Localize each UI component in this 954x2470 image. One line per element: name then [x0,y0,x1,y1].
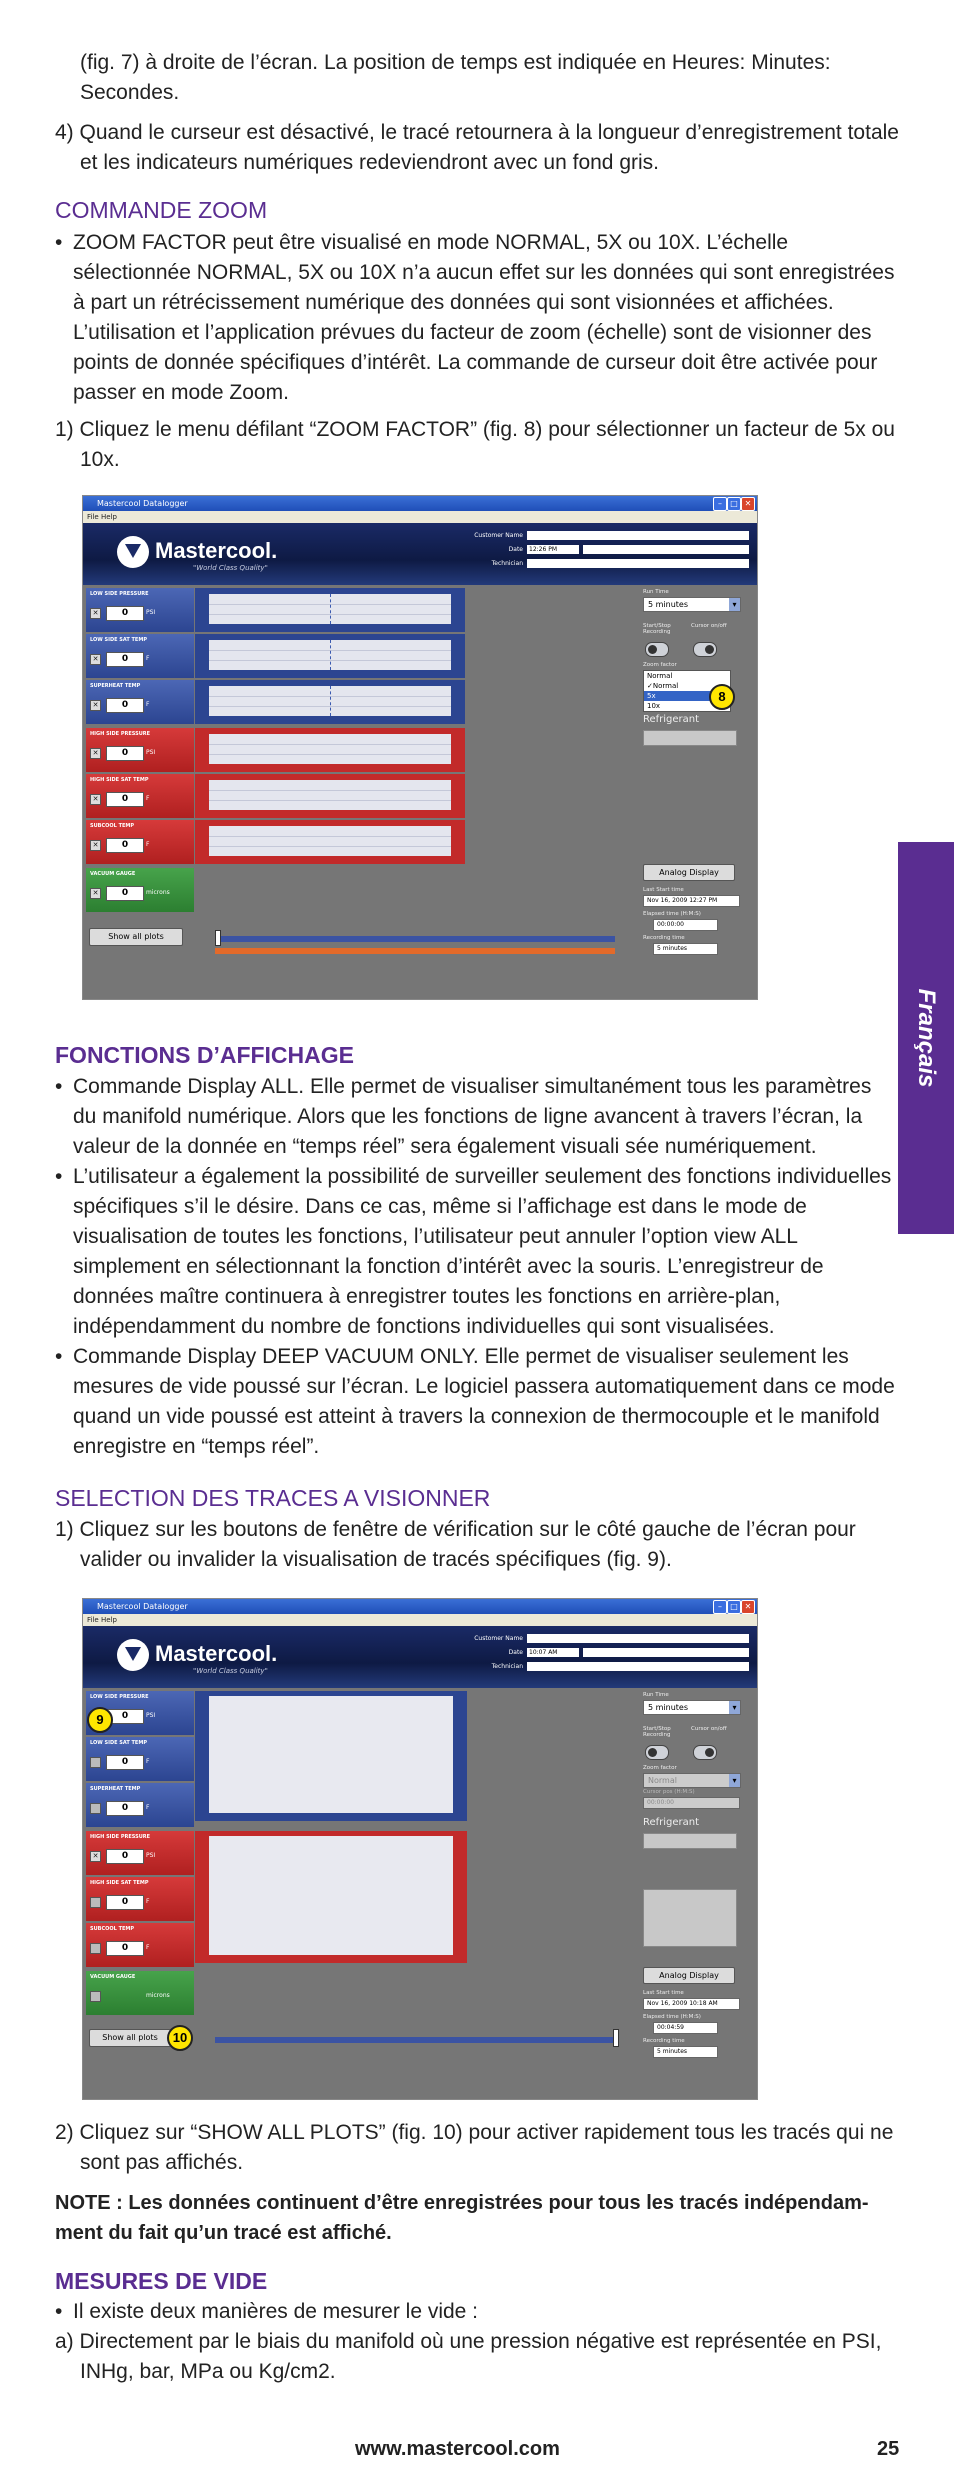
step-4: 4) Quand le curseur est désactivé, le tracé retournera à la longueur d’enregistrement totale et les indicateurs numériques redeviendront avec un fond gris. [55,121,899,174]
zoom-factor-label: Zoom factor [643,662,677,668]
note: NOTE : Les données continuent d’être enregistrées pour tous les tracés indépendam-ment du fait qu’un tracé est affiché. [55,2192,869,2244]
recording-time-value: 5 minutes [653,943,718,955]
affichage-bullet-2: • L’utilisateur a également la possibilité de surveiller seulement des fonctions individuelles spécifiques s’il le désire. Dans ce cas, même si l’affichage est dans le mode de visualisation de toutes les fonctions, l’utilisateur peut annuler l’option view ALL simplement en sélectionnant la fonction d’intérêt avec la souris. L’enregistreur de données maître continuera à enregistrer toutes les fonctions en arrière-plan, indépendamment du nombre de fonctions individuelles qui sont visualisées. [55,1162,895,1342]
close-icon[interactable]: ✕ [741,1600,755,1614]
recording-time-value: 5 minutes [653,2046,718,2058]
heading-zoom: COMMANDE ZOOM [55,197,268,223]
sensor-unit: F [146,701,150,708]
sensor-unit: microns [146,889,170,896]
sensor-label: LOW SIDE SAT TEMP [90,1740,147,1746]
customer-name-label: Customer Name [474,1635,523,1642]
sensor-unit: F [146,795,150,802]
heading-affichage: FONCTIONS D’AFFICHAGE [55,1042,354,1068]
heading-vide: MESURES DE VIDE [55,2268,268,2294]
sensor-value: 0 [106,1895,144,1910]
refrigerant-label: Refrigerant [643,714,700,725]
show-all-plots-button[interactable]: Show all plots [89,2029,171,2047]
timeline-cursor-handle[interactable] [613,2029,619,2047]
refrigerant-label: Refrigerant [643,1817,700,1828]
sensor-label: SUPERHEAT TEMP [90,1786,141,1792]
run-time-label: Run Time [643,589,669,595]
mastercool-logo-icon [117,536,149,568]
info-panel [643,1889,737,1947]
affichage-bullets [55,1072,895,1462]
plot-checkbox[interactable]: ✕ [90,748,101,759]
elapsed-label: Elapsed time (H:M:S) [643,911,701,917]
technician-label: Technician [491,1663,523,1670]
elapsed-label: Elapsed time (H:M:S) [643,2014,701,2020]
start-stop-toggle[interactable] [645,1745,669,1760]
close-icon[interactable]: ✕ [741,497,755,511]
cursor-position-value: 00:00:00 [643,1797,740,1809]
language-tab-label: Français [913,988,940,1088]
date-field[interactable]: 12:26 PM [527,545,579,554]
start-stop-label: Start/Stop Recording [643,623,671,635]
plot-checkbox[interactable]: ✕ [90,654,101,665]
customer-name-field[interactable] [527,531,749,540]
cursor-label: Cursor on/off [691,623,727,629]
sensor-unit: F [146,655,150,662]
plot-panel-blue [195,1691,467,1821]
footer-url: www.mastercool.com [355,2438,560,2460]
run-time-label: Run Time [643,1692,669,1698]
sensor-unit: F [146,1944,150,1951]
timeline-cursor-handle[interactable] [215,930,221,946]
plot-checkbox[interactable]: ✕ [90,700,101,711]
date-label: Date [508,546,523,553]
fig8-banner [83,523,757,585]
fig9-logo: Mastercool. [155,1641,278,1666]
show-all-plots-button[interactable]: Show all plots [89,928,183,946]
sensor-value: 0 [106,1709,144,1724]
zoom-step-1: 1) Cliquez le menu défilant “ZOOM FACTOR” (fig. 8) pour sélectionner un facteur de 5x ou 10x. [55,418,895,471]
sensor-value: 0 [106,838,144,853]
zoom-option-normal[interactable]: ✓Normal [647,682,679,690]
paragraph-fig7-text: (fig. 7) à droite de l’écran. La position de temps est indiquée en Heures: Minutes: Secondes. [80,51,831,104]
maximize-icon[interactable]: □ [727,497,741,511]
sensor-unit: F [146,841,150,848]
fig8-tagline: "World Class Quality" [193,564,268,572]
date-extra-field [583,1648,749,1657]
analog-display-button[interactable]: Analog Display [643,1967,735,1984]
analog-display-button[interactable]: Analog Display [643,864,735,881]
zoom-factor-select[interactable]: Normal ▾ [643,1773,741,1788]
sensor-unit: PSI [146,1712,156,1719]
sensor-label: VACUUM GAUGE [90,1974,136,1980]
sensor-low-side-pressure [86,588,194,632]
technician-label: Technician [491,560,523,567]
last-start-value: Nov 16, 2009 10:18 AM [643,1998,740,2010]
start-stop-toggle[interactable] [645,642,669,657]
plot-checkbox[interactable] [90,1943,101,1954]
sensor-value: 0 [106,1755,144,1770]
vide-item-a: a) Directement par le biais du manifold où une pression négative est représentée en PSI, INHg, bar, MPa ou Kg/cm2. [55,2330,882,2383]
page-number: 25 [877,2438,900,2460]
callout-9: 9 [87,1707,113,1733]
sensor-unit: F [146,1804,150,1811]
plot-checkbox[interactable] [90,1897,101,1908]
maximize-icon[interactable]: □ [727,1600,741,1614]
sensor-high-side-pressure [86,728,194,772]
technician-field[interactable] [527,559,749,568]
sensor-vacuum-gauge [86,1971,194,2015]
sensor-label: LOW SIDE PRESSURE [90,591,149,597]
last-start-label: Last Start time [643,1990,684,1996]
minimize-icon[interactable]: – [713,497,727,511]
plot-checkbox[interactable]: ✕ [90,794,101,805]
vide-bullets [55,2297,895,2327]
elapsed-value: 00:00:00 [653,919,718,931]
sensor-label: HIGH SIDE SAT TEMP [90,777,149,783]
fig9-banner [83,1626,757,1688]
fig9-tagline: "World Class Quality" [193,1667,268,1675]
sensor-unit: F [146,1898,150,1905]
recording-time-label: Recording time [643,2038,685,2044]
plot-checkbox[interactable] [90,1803,101,1814]
mastercool-logo-icon [117,1639,149,1671]
sensor-unit: PSI [146,749,156,756]
run-time-select[interactable]: 5 minutes ▾ [643,1700,741,1715]
fig8-titlebar [83,496,757,511]
zoom-current[interactable]: Normal [647,672,673,680]
last-start-value: Nov 16, 2009 12:27 PM [643,895,740,907]
sensor-label: LOW SIDE PRESSURE [90,1694,149,1700]
sensor-vacuum-gauge [86,868,194,912]
zoom-option-10x[interactable]: 10x [647,702,661,710]
zoom-bullet: • ZOOM FACTOR peut être visualisé en mode NORMAL, 5X ou 10X. L’échelle sélectionnée NORMAL, 5X ou 10X n’a aucun effet sur les données qui sont enregistrées à part un rétrécissement numérique des données qui sont visionnées et affichées. L’utilisation et l’application prévues du facteur de zoom (échelle) sont de visionner des points de donnée spécifiques d’intérêt. La commande de curseur doit être activée pour passer en mode Zoom. [55,228,895,408]
plot-checkbox[interactable]: ✕ [90,608,101,619]
start-stop-label: Start/Stop Recording [643,1726,671,1738]
plot-panel [195,680,465,724]
selection-step-1: 1) Cliquez sur les boutons de fenêtre de vérification sur le côté gauche de l’écran pour valider ou invalider la visualisation de tracés spécifiques (fig. 9). [55,1518,856,1571]
sensor-value: 0 [106,1849,144,1864]
sensor-high-side-pressure [86,1831,194,1875]
timeline-bar-orange [215,948,615,954]
refrigerant-field[interactable] [643,1833,737,1849]
cursor-toggle[interactable] [693,1745,717,1760]
run-time-select[interactable]: 5 minutes ▾ [643,597,741,612]
fig8-window-title: Mastercool Datalogger [97,499,188,508]
sensor-superheat-temp [86,680,194,724]
date-field[interactable]: 10:07 AM [527,1648,579,1657]
sensor-label: HIGH SIDE PRESSURE [90,1834,151,1840]
sensor-low-side-sat-temp [86,1737,194,1781]
sensor-label: LOW SIDE SAT TEMP [90,637,147,643]
recording-time-label: Recording time [643,935,685,941]
timeline-bar-blue [215,936,615,942]
sensor-value: 0 [106,792,144,807]
fig9-titlebar [83,1599,757,1614]
vide-bullet-1: • Il existe deux manières de mesurer le vide : [55,2297,895,2327]
sensor-label: HIGH SIDE PRESSURE [90,731,151,737]
callout-8: 8 [709,684,735,710]
sensor-value: 0 [106,698,144,713]
sensor-subcool-temp [86,1923,194,1967]
paragraph-fig7 [55,48,920,108]
zoom-option-5x[interactable]: 5x [644,691,730,701]
sensor-label: SUBCOOL TEMP [90,823,135,829]
selection-step-2: 2) Cliquez sur “SHOW ALL PLOTS” (fig. 10) pour activer rapidement tous les tracés qui ne sont pas affichés. [55,2121,894,2174]
fig9-window-title: Mastercool Datalogger [97,1602,188,1611]
sensor-value: 0 [106,1941,144,1956]
minimize-icon[interactable]: – [713,1600,727,1614]
fig9-screenshot [82,1598,758,2100]
elapsed-value: 00:04:59 [653,2022,718,2034]
customer-name-field[interactable] [527,1634,749,1643]
sensor-value: 0 [106,652,144,667]
fig9-menubar[interactable]: File Help [83,1614,757,1626]
sensor-value: 0 [106,886,144,901]
plot-panel-red [195,1831,467,1963]
technician-field[interactable] [527,1662,749,1671]
plot-panel [195,820,465,864]
customer-name-label: Customer Name [474,532,523,539]
zoom-bullets [55,228,895,408]
fig8-screenshot [82,495,758,1000]
plot-checkbox[interactable]: ✕ [90,888,101,899]
timeline-bar-blue [215,2037,615,2043]
fig8-menubar[interactable]: File Help [83,511,757,523]
date-label: Date [508,1649,523,1656]
sensor-high-side-sat-temp [86,1877,194,1921]
date-extra-field [583,545,749,554]
plot-checkbox[interactable]: ✕ [90,840,101,851]
plot-panel [195,774,465,818]
affichage-bullet-3: • Commande Display DEEP VACUUM ONLY. Elle permet de visualiser seulement les mesures de vide poussé sur l’écran. Le logiciel passera automatiquement dans ce mode quand un vide poussé est atteint à travers la connexion de thermocouple et le manifold enregistre en “temps réel”. [55,1342,895,1462]
sensor-value: 0 [106,746,144,761]
sensor-label: VACUUM GAUGE [90,871,136,877]
language-tab [898,842,954,1234]
callout-10: 10 [167,2025,193,2051]
affichage-bullet-1: • Commande Display ALL. Elle permet de visualiser simultanément tous les paramètres du manifold numérique. Alors que les fonctions de ligne avancent à travers l’écran, la valeur de la donnée en “temps réel” sera également visuali sée numériquement. [55,1072,895,1162]
zoom-factor-label: Zoom factor [643,1765,677,1771]
sensor-high-side-sat-temp [86,774,194,818]
sensor-low-side-sat-temp [86,634,194,678]
sensor-label: HIGH SIDE SAT TEMP [90,1880,149,1886]
cursor-position-label: Cursor pos (H:M:S) [643,1789,695,1795]
plot-panel [195,728,465,772]
cursor-toggle[interactable] [693,642,717,657]
sensor-value: 0 [106,606,144,621]
last-start-label: Last Start time [643,887,684,893]
plot-checkbox[interactable] [90,1991,101,2002]
sensor-unit: microns [146,1992,170,1999]
plot-checkbox[interactable] [90,1757,101,1768]
sensor-label: SUBCOOL TEMP [90,1926,135,1932]
fig8-logo: Mastercool. [155,538,278,563]
sensor-label: SUPERHEAT TEMP [90,683,141,689]
sensor-unit: F [146,1758,150,1765]
cursor-label: Cursor on/off [691,1726,727,1732]
sensor-unit: PSI [146,609,156,616]
plot-panel [195,634,465,678]
sensor-unit: PSI [146,1852,156,1859]
plot-panel [195,588,465,632]
sensor-superheat-temp [86,1783,194,1827]
heading-selection: SELECTION DES TRACES A VISIONNER [55,1485,491,1511]
sensor-subcool-temp [86,820,194,864]
refrigerant-field[interactable] [643,730,737,746]
sensor-value: 0 [106,1801,144,1816]
plot-checkbox[interactable]: ✕ [90,1851,101,1862]
